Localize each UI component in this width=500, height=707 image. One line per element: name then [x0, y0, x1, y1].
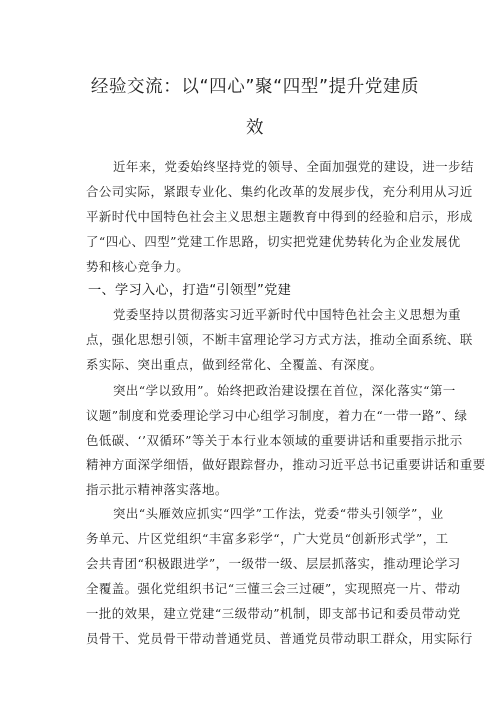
- paragraph-4-line: 务单元、片区党组织“丰富多彩学“，广大党员“创新形式学”，工: [86, 531, 449, 546]
- document-title-line-1: 经验交流：以“四心”聚“四型”提升党建质: [90, 77, 420, 97]
- paragraph-3-line: 精神方面深学细悟，做好跟踪督办，推动习近平总书记重要讲话和重要: [86, 457, 486, 472]
- paragraph-3-line: 指示批示精神落实落地。: [86, 482, 228, 497]
- paragraph-1-line: 了“四心、四型”党建工作思路，切实把党建优势转化为企业发展优: [86, 234, 461, 249]
- paragraph-2-line: 党委坚持以贯彻落实习近平新时代中国特色社会主义思想为重: [113, 307, 462, 322]
- paragraph-4-line: 全覆盖。强化党组织书记“三懂三会三过硬”，实现照亮一片、带动: [86, 581, 461, 596]
- document-title-line-2: 效: [245, 118, 265, 138]
- paragraph-1-line: 势和核心竞争力。: [86, 259, 190, 274]
- paragraph-2-line: 系实际、突出重点，做到经常化、全覆盖、有深度。: [86, 357, 383, 372]
- section-heading-1: 一、学习入心，打造“引领型”党建: [88, 283, 292, 298]
- paragraph-2-line: 点，强化思想引领，不断丰富理论学习方式方法，推动全面系统、联: [86, 332, 473, 347]
- paragraph-3-line: 突出“学以致用”。始终把政治建设摆在首位，深化落实“第一: [113, 383, 456, 398]
- paragraph-4-line: 突出“头雁效应抓实“四学”工作法，党委“带头引领学”，业: [113, 506, 444, 521]
- paragraph-4-line: 一批的效果，建立党建“三级带动”机制，即支部书记和委员带动党: [86, 606, 461, 621]
- paragraph-4-line: 会共青团“积极跟进学”，一级带一级、层层抓落实，推动理论学习: [86, 556, 461, 571]
- paragraph-3-line: 议题”制度和党委理论学习中心组学习制度，着力在“一带一路”、绿: [86, 408, 468, 423]
- paragraph-1-line: 近年来，党委始终坚持党的领导、全面加强党的建设，进一步结: [113, 159, 474, 174]
- paragraph-3-line: 色低碳、‘’双循环”等关于本行业本领域的重要讲话和重要指示批示: [86, 433, 463, 448]
- paragraph-1-line: 合公司实际，紧跟专业化、集约化改革的发展步伐，充分利用从习近: [86, 184, 473, 199]
- paragraph-4-line: 员骨干、党员骨干带动普通党员、普通党员带动职工群众，用实际行: [86, 631, 473, 646]
- paragraph-1-line: 平新时代中国特色社会主义思想主题教育中得到的经验和启示，形成: [86, 209, 473, 224]
